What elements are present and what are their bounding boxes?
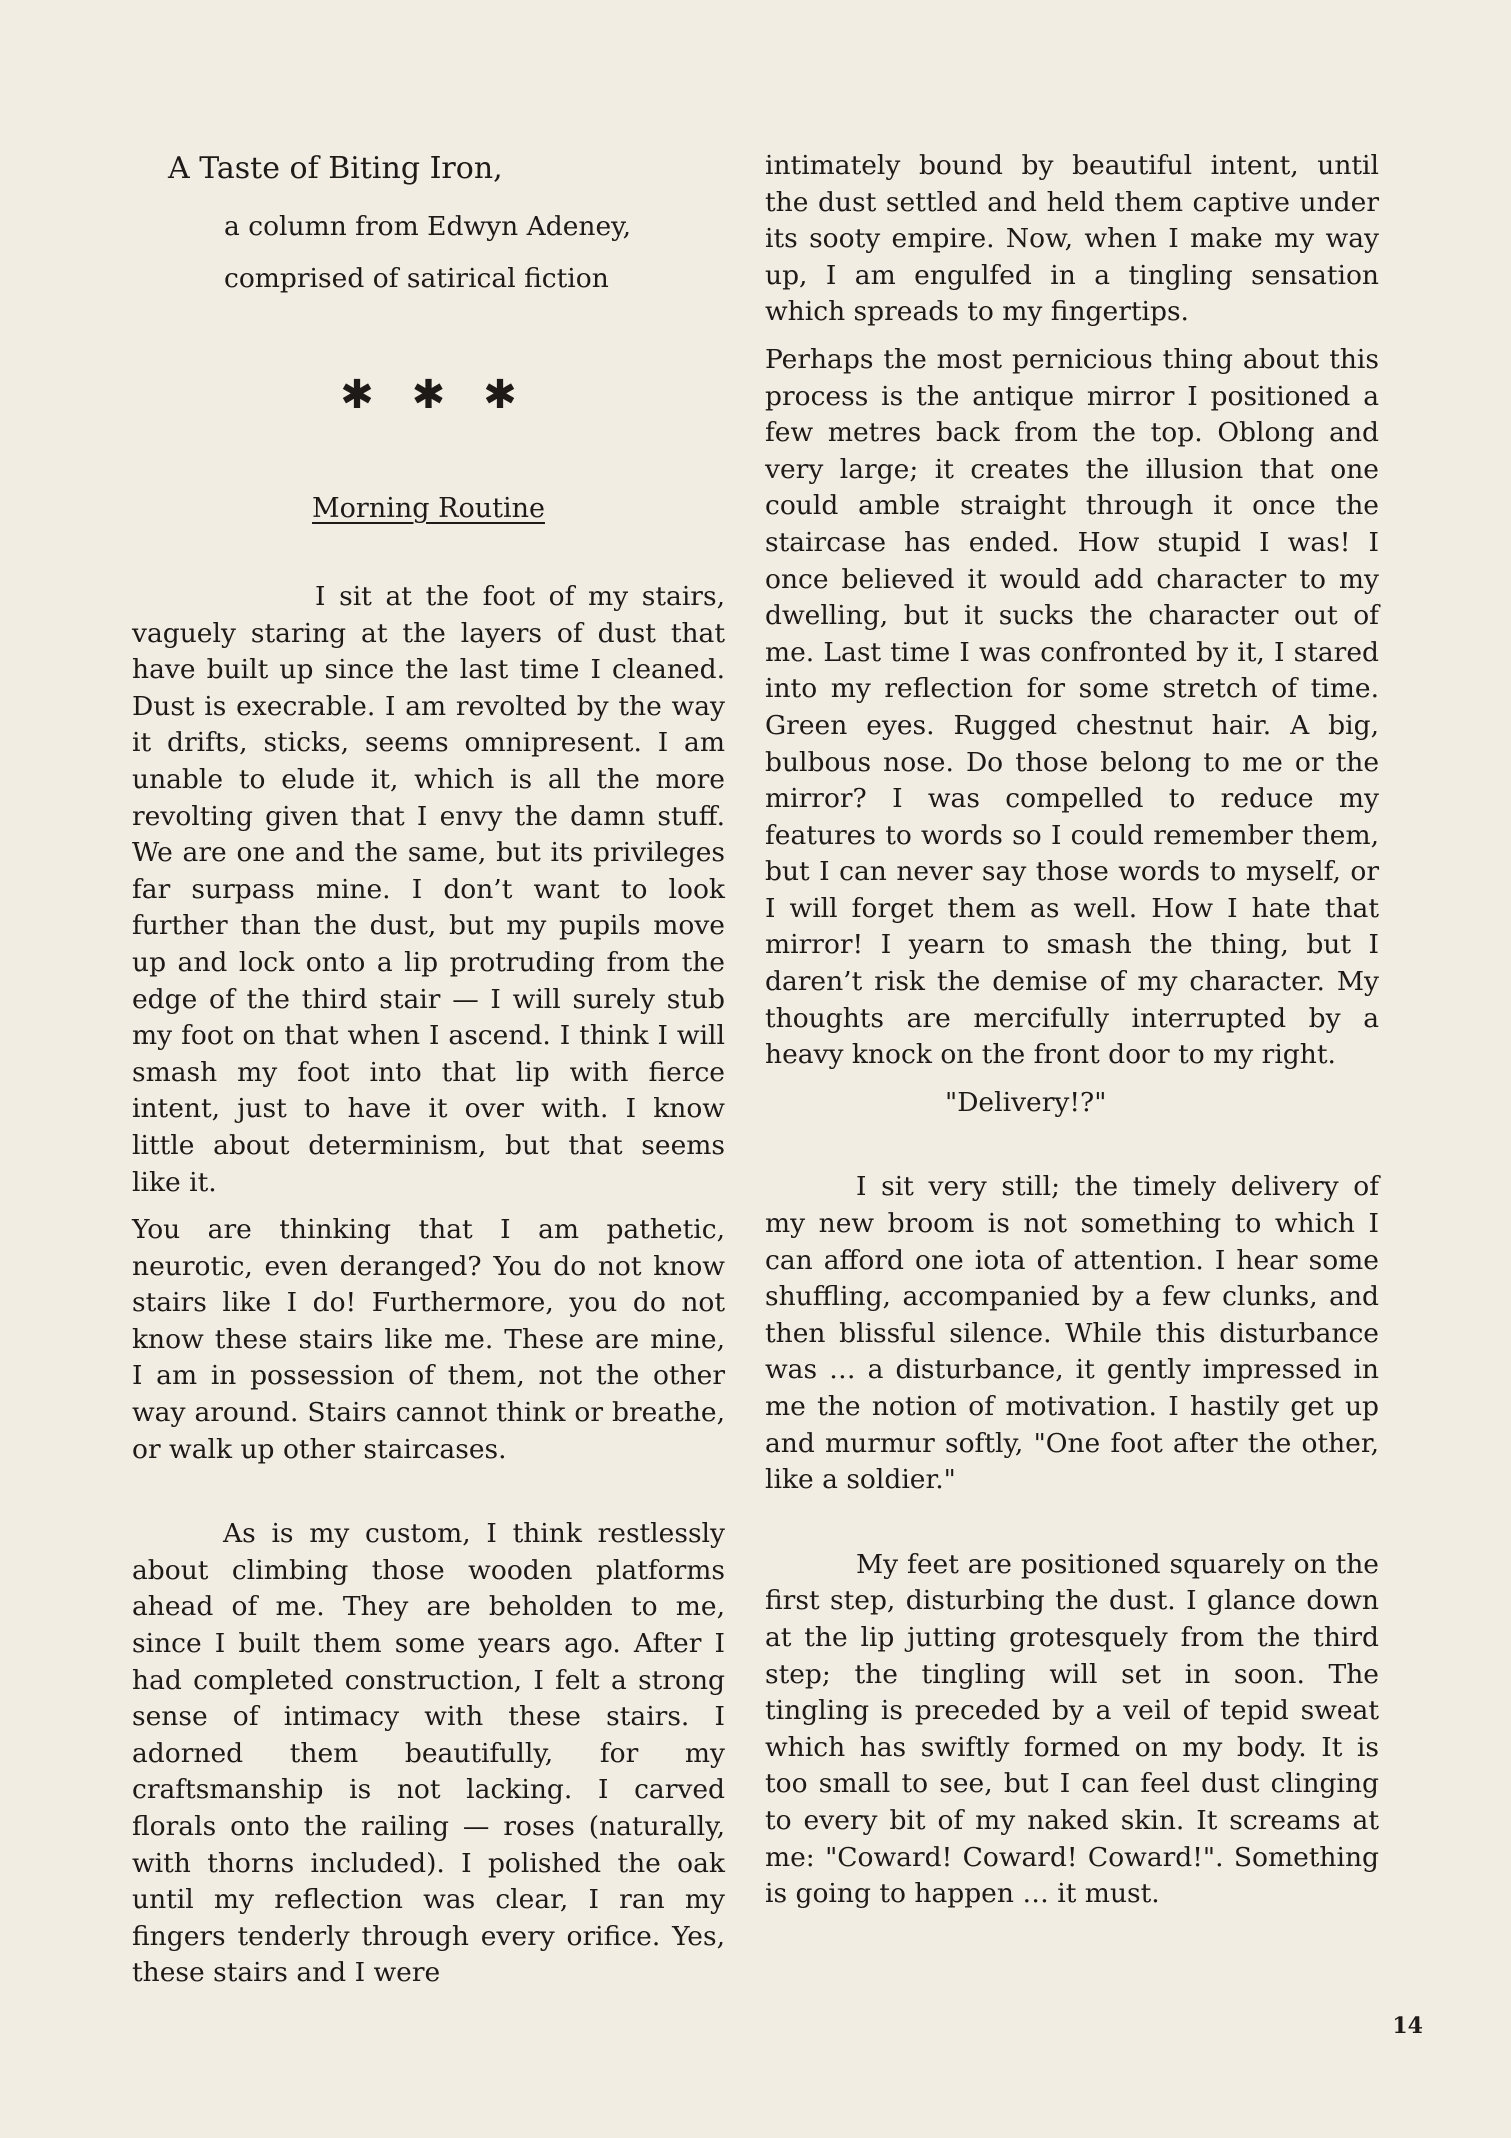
column-byline [224,201,725,305]
dialogue-line: "Delivery!?" [945,1086,1107,1118]
paragraph: I sit very still; the timely delivery of my new broom is not something to which I can afford one iota of attention. I hear some shuffling, accompanied by a few clunks, and then blissful silence. While this disturbance was … a disturbance, it gently impressed in me the notion of motivation. I hastily get up and murmur softly, "One foot after the other, like a soldier." [765,1171,1379,1496]
byline-line-2: comprised of satirical fiction [224,263,609,294]
section-divider [132,372,725,418]
paragraph: Perhaps the most pernicious thing about this process is the antique mirror I positioned a few metres back from the top. Oblong and very large; it creates the illusion that one could amble straight through it once the staircase has ended. How stupid I was! I once believed it would add character to my dwelling, but it sucks the character out of me. Last time I was confronted by it, I stared into my reflection for some stretch of time. Green eyes. Rugged chestnut hair. A big, bulbous nose. Do those belong to me or the mirror? I was compelled to reduce my features to words so I could remember them, but I can never say those words to myself, or I will forget them as well. How I hate that mirror! I yearn to smash the thing, but I daren’t risk the demise of my character. My thoughts are mercifully interrupted by a heavy knock on the front door to my right. [765,343,1379,1071]
left-column [132,145,725,2003]
asterism-icon: ✱ [340,372,374,418]
byline-line-1: a column from Edwyn Adeney, [224,211,632,242]
asterism-icon: ✱ [411,372,446,418]
paragraph: You are thinking that I am pathetic, neurotic, even deranged? You do not know stairs like I do! Furthermore, you do not know these stairs like me. These are mine, I am in possession of them, not the other way around. Stairs cannot think or breathe, or walk up other staircases. [132,1214,725,1465]
paragraph: intimately bound by beautiful intent, until the dust settled and held them captive under its sooty empire. Now, when I make my way up, I am engulfed in a tingling sensation which spreads to my fingertips. [765,150,1379,328]
paragraph: As is my custom, I think restlessly about climbing those wooden platforms ahead of me. They are beholden to me, since I built them some years ago. After I had completed construction, I felt a strong sense of intimacy with these stairs. I adorned them beautifully, for my craftsmanship is not lacking. I carved florals onto the railing — roses (naturally, with thorns included). I polished the oak until my reflection was clear, I ran my fingers tenderly through every orifice. Yes, these stairs and I were [132,1518,725,1989]
story-title: Morning Routine [312,493,545,524]
page-number: 14 [1392,2013,1423,2039]
asterism-icon: ✱ [483,372,517,418]
paragraph: My feet are positioned squarely on the first step, disturbing the dust. I glance down at the lip jutting grotesquely from the third step; the tingling will set in soon. The tingling is preceded by a veil of tepid sweat which has swiftly formed on my body. It is too small to see, but I can feel dust clinging to every bit of my naked skin. It screams at me: "Coward! Coward! Coward!". Something is going to happen … it must. [765,1548,1379,1910]
column-title: A Taste of Biting Iron, [168,151,503,186]
right-column [765,148,1379,1924]
paragraph: I sit at the foot of my stairs, vaguely staring at the layers of dust that have built up since the last time I cleaned. Dust is execrable. I am revolted by the way it drifts, sticks, seems omnipresent. I am unable to elude it, which is all the more revolting given that I envy the damn stuff. We are one and the same, but its privileges far surpass mine. I don’t want to look further than the dust, but my pupils move up and lock onto a lip protruding from the edge of the third stair — I will surely stub my foot on that when I ascend. I think I will smash my foot into that lip with fierce intent, just to have it over with. I know little about determinism, but that seems like it. [132,581,725,1198]
